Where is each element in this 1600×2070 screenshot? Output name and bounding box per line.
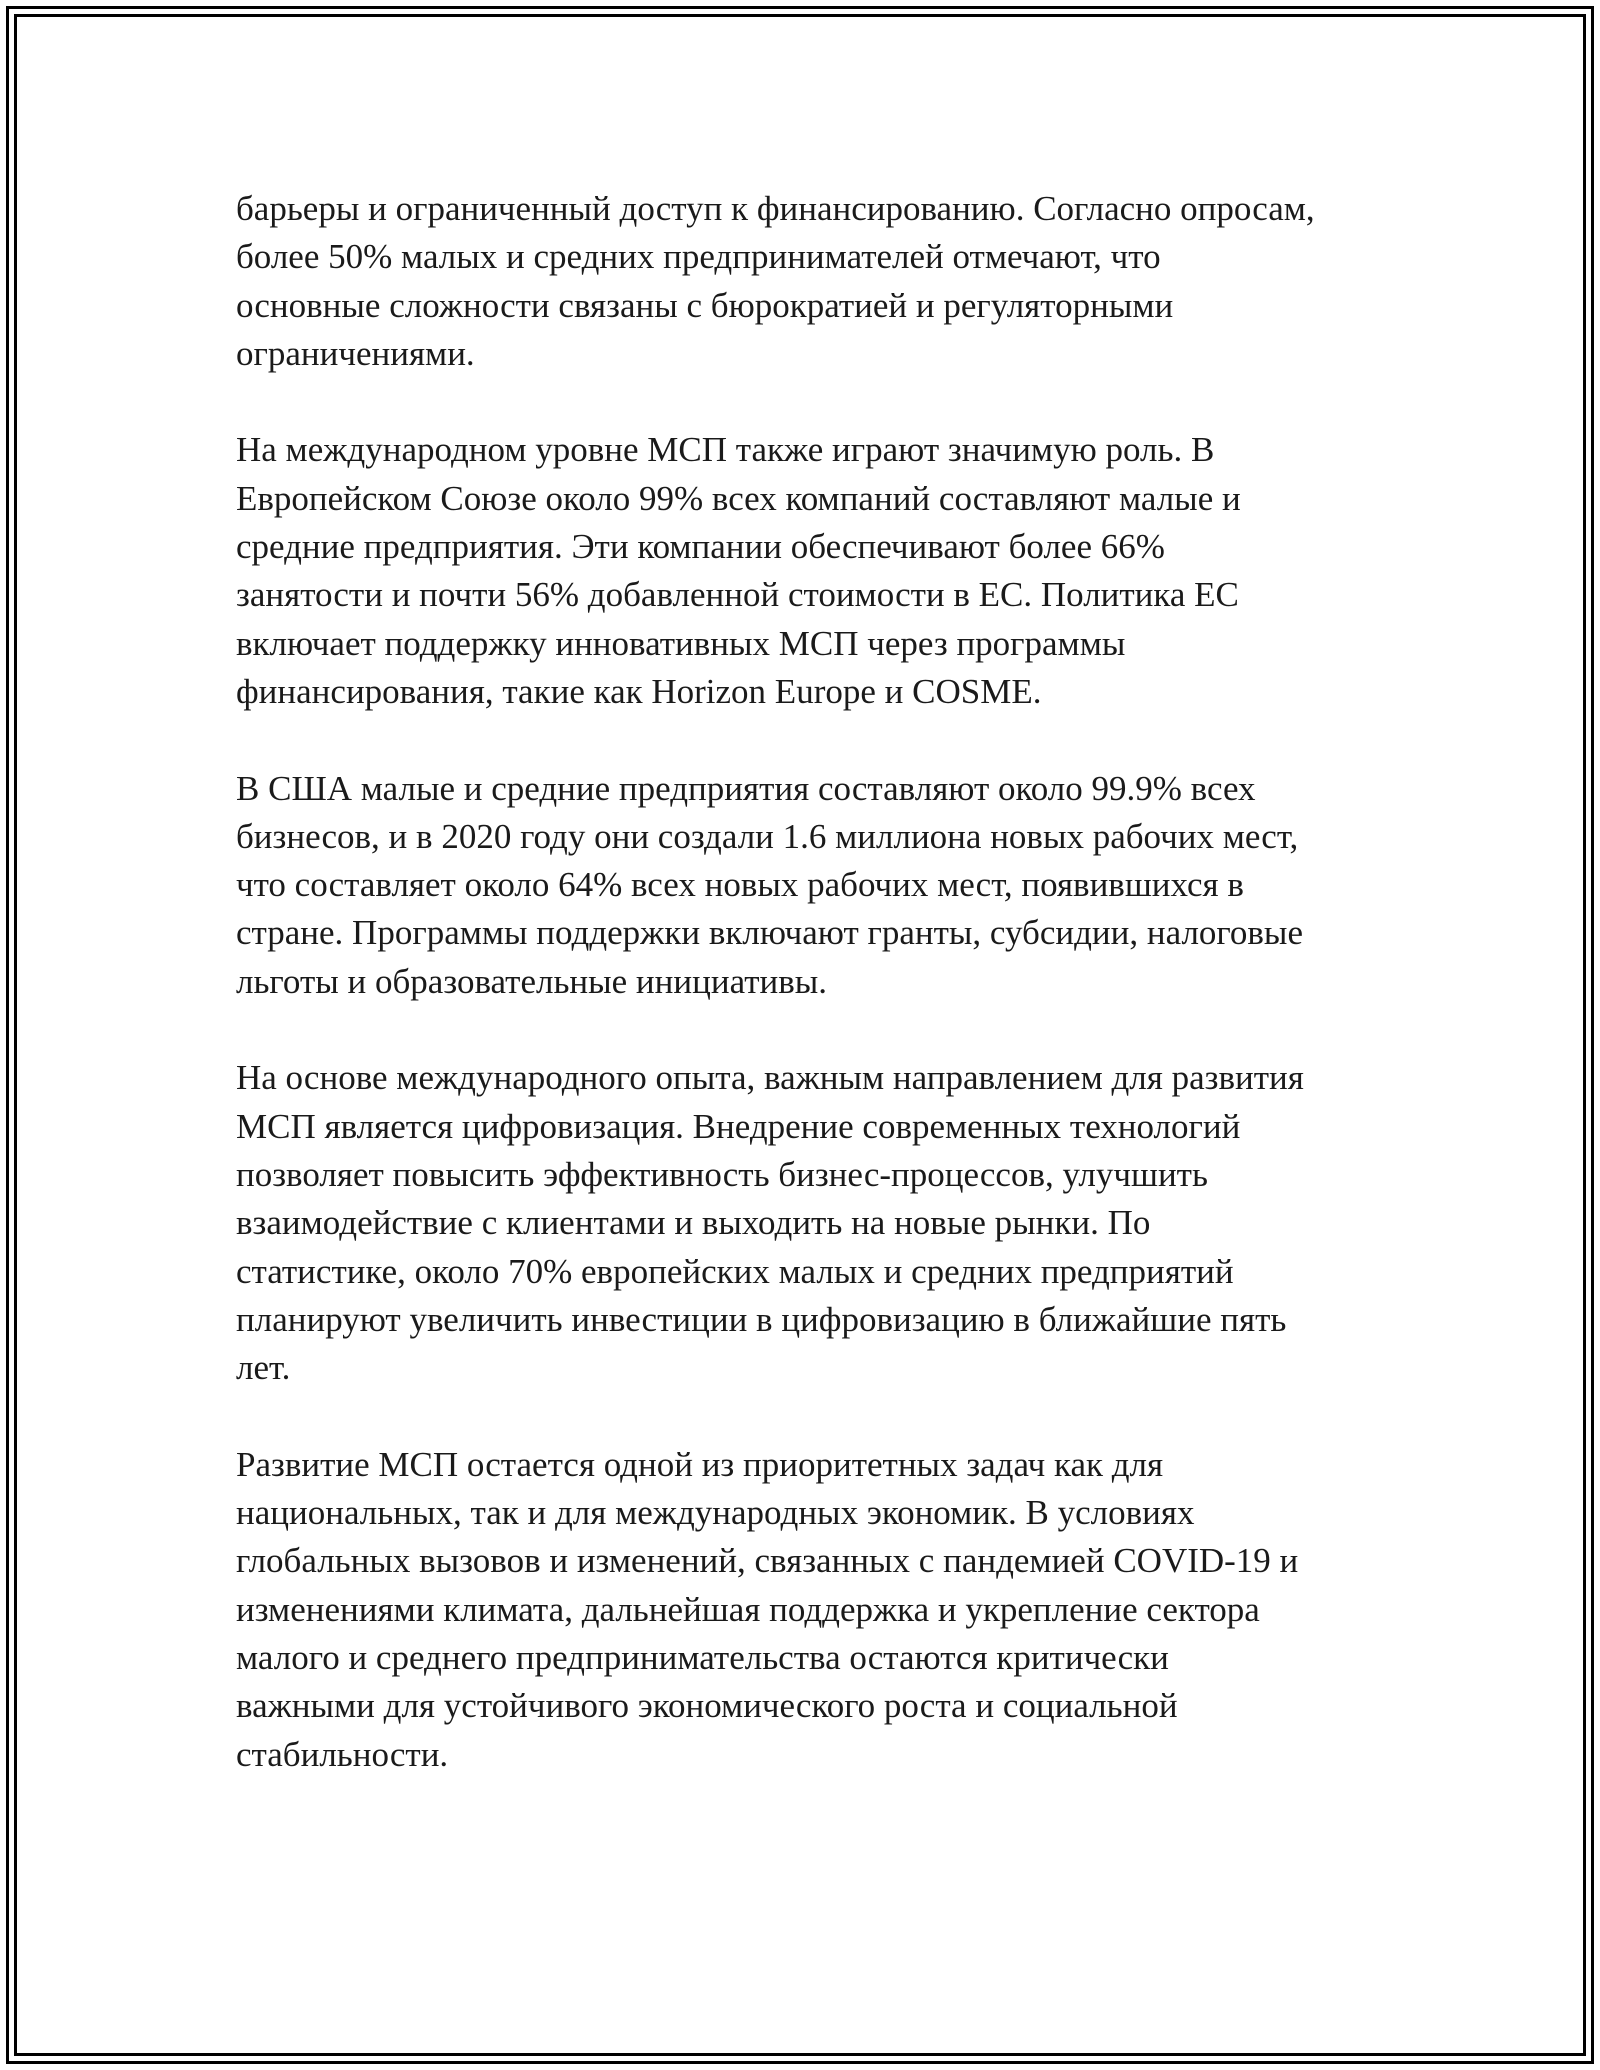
document-body [236,185,1396,1827]
paragraph-digitalization: На основе международного опыта, важным направлением для развития МСП является цифровизация. Внедрение современных технологий позволяет повысить эффективность бизнес-процессов, улучшить взаимодействие с клиентами и выходить на новые рынки. По статистике, около 70% европейских малых и средних предприятий планируют увеличить инвестиции в цифровизацию в ближайшие пять лет. [236,1058,1304,1388]
paragraph-conclusion: Развитие МСП остается одной из приоритетных задач как для национальных, так и для международных экономик. В условиях глобальных вызовов и изменений, связанных с пандемией COVID-19 и изменениями климата, дальнейшая поддержка и укрепление сектора малого и среднего предпринимательства остаются критически важными для устойчивого экономического роста и социальной стабильности. [236,1444,1299,1774]
paragraph-barriers: барьеры и ограниченный доступ к финансированию. Согласно опросам, более 50% малых и средних предпринимателей отмечают, что основные сложности связаны с бюрократией и регуляторными ограничениями. [236,189,1315,373]
paragraph-eu-sme: На международном уровне МСП также играют значимую роль. В Европейском Союзе около 99% всех компаний составляют малые и средние предприятия. Эти компании обеспечивают более 66% занятости и почти 56% добавленной стоимости в ЕС. Политика ЕС включает поддержку инновативных МСП через программы финансирования, такие как Horizon Europe и COSME. [236,430,1241,711]
paragraph-usa-sme: В США малые и средние предприятия составляют около 99.9% всех бизнесов, и в 2020 году они создали 1.6 миллиона новых рабочих мест, что составляет около 64% всех новых рабочих мест, появившихся в стране. Программы поддержки включают гранты, субсидии, налоговые льготы и образовательные инициативы. [236,768,1303,1001]
